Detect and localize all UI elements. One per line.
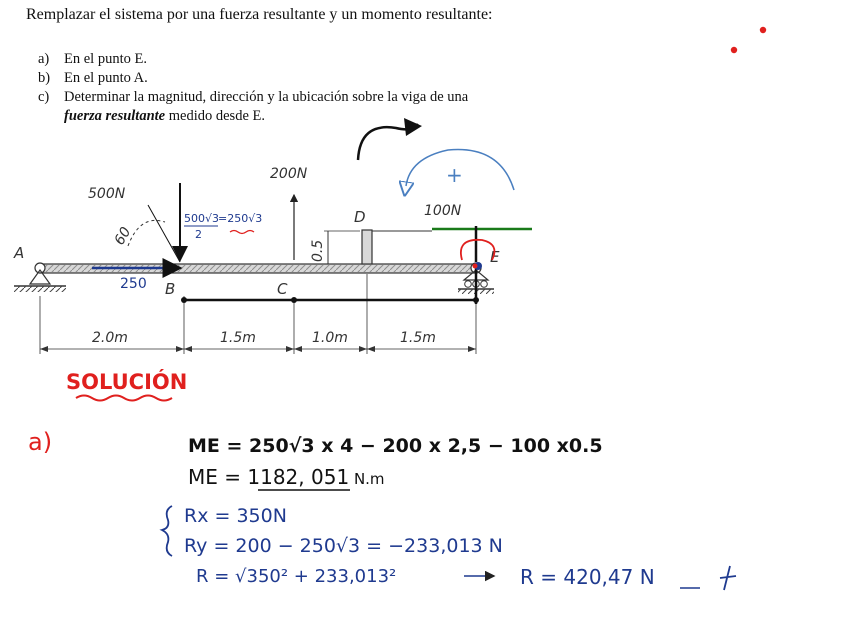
equation-r: R = √350² + 233,013² <box>196 566 397 587</box>
eq2-unit: N.m <box>349 470 385 488</box>
force-200-label: 200N <box>270 166 308 182</box>
label-c: C <box>277 280 288 298</box>
continuation-text: medido desde E. <box>165 108 265 124</box>
height-label: 0.5 <box>310 239 326 262</box>
equation-ry: Ry = 200 − 250√3 = −233,013 N <box>184 535 503 557</box>
horizontal-component-label: 250 <box>120 276 147 292</box>
task-text: Determinar la magnitud, dirección y la ubicación sobre la viga de una <box>64 89 469 105</box>
task-letter: c) <box>38 89 50 105</box>
equation-r-result: R = 420,47 N <box>520 565 655 589</box>
red-squiggle <box>230 231 254 234</box>
part-a-label: a) <box>28 428 53 456</box>
dim-label: 1.0m <box>312 330 348 346</box>
red-dot <box>760 27 766 33</box>
eq2-prefix: ME = <box>188 465 248 489</box>
dim-label: 2.0m <box>92 330 128 346</box>
force-500-label: 500N <box>88 186 126 202</box>
label-b: B <box>165 280 176 298</box>
dim-label: 1.5m <box>220 330 256 346</box>
label-e: E <box>490 248 500 266</box>
plus-sign: + <box>446 163 463 187</box>
component-bottom: 2 <box>195 228 202 241</box>
angle-label: 60 <box>111 224 135 248</box>
force-500-line <box>148 205 180 262</box>
heading-underline <box>76 396 172 401</box>
resultant-direction-mark <box>720 566 736 590</box>
emphasis-text: fuerza resultante <box>64 108 166 124</box>
task-text: En el punto A. <box>64 70 148 86</box>
label-a: A <box>14 244 25 262</box>
dim-label: 1.5m <box>400 330 436 346</box>
component-top: 500√3 <box>184 212 220 225</box>
eq2-value: 1182, 051 <box>247 465 350 489</box>
task-letter: a) <box>38 51 50 67</box>
post-d <box>362 230 372 264</box>
label-d: D <box>354 208 366 226</box>
problem-title: Remplazar el sistema por una fuerza resultante y un momento resultante: <box>26 6 493 23</box>
moment-result-prefix <box>188 465 385 489</box>
solution-heading: SOLUCIÓN <box>66 370 188 394</box>
task-letter: b) <box>38 70 51 86</box>
component-eq: =250√3 <box>218 212 263 225</box>
red-dot <box>731 47 737 53</box>
equation-rx: Rx = 350N <box>184 505 287 527</box>
moment-equation: ME = 250√3 x 4 − 200 x 2,5 − 100 x0.5 <box>188 435 603 457</box>
task-text: En el punto E. <box>64 51 147 67</box>
force-100-label: 100N <box>424 203 462 219</box>
brace <box>162 506 172 556</box>
